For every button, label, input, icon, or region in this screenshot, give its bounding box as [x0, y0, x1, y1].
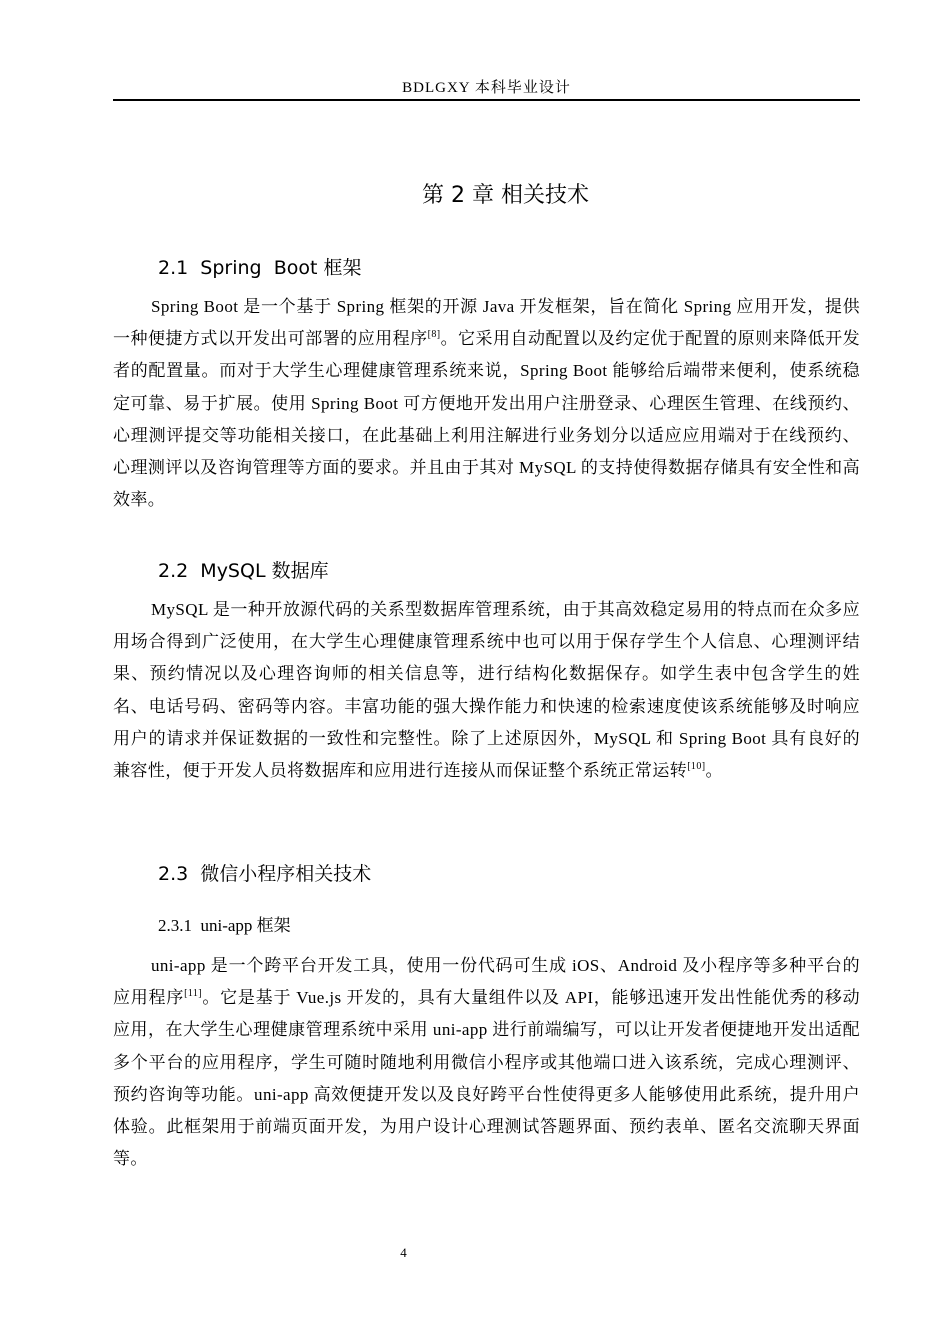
header-rule	[113, 99, 860, 101]
section-paragraph-2-1	[113, 291, 860, 516]
subsection-paragraph-2-3-1	[113, 950, 860, 1175]
paragraph-text: MySQL 是一种开放源代码的关系型数据库管理系统，由于其高效稳定易用的特点而在众多应用场合得到广泛使用，在大学生心理健康管理系统中也可以用于保存学生个人信息、心理测评结果、预约情况以及心理咨询师的相关信息等，进行结构化数据保存。如学生表中包含学生的姓名、电话号码、密码等内容。丰富功能的强大操作能力和快速的检索速度使该系统能够及时响应用户的请求并保证数据的一致性和完整性。除了上述原因外，MySQL 和 Spring Boot 具有良好的兼容性，便于开发人员将数据库和应用进行连接从而保证整个系统正常运转	[113, 600, 860, 781]
paragraph-text: 。它是基于 Vue.js 开发的，具有大量组件以及 API，能够迅速开发出性能优秀的移动应用，在大学生心理健康管理系统中采用 uni-app 进行前端编写，可以让开发者便捷地开发出适配多个平台的应用程序，学生可随时随地利用微信小程序或其他端口进入该系统，完成心理测评、预约咨询等功能。uni-app 高效便捷开发以及良好跨平台性使得更多人能够使用此系统，提升用户体验。此框架用于前端页面开发，为用户设计心理测试答题界面、预约表单、匿名交流聊天界面等。	[113, 988, 860, 1169]
running-header: BDLGXY 本科毕业设计	[402, 80, 571, 96]
section-heading-2-1: 2.1 Spring Boot 框架	[158, 257, 362, 279]
paragraph-text: 。	[705, 761, 723, 781]
section-heading-2-2: 2.2 MySQL 数据库	[158, 560, 329, 582]
citation: [8]	[427, 329, 441, 341]
paragraph-text: 。它采用自动配置以及约定优于配置的原则来降低开发者的配置量。而对于大学生心理健康管理系统来说，Spring Boot 能够给后端带来便利，使系统稳定可靠、易于扩展。使用 Spring Boot 可方便地开发出用户注册登录、心理医生管理、在线预约、心理测评提交等功能相关接口，在此基础上利用注解进行业务划分以适应应用端对于在线预约、心理测评以及咨询管理等方面的要求。并且由于其对 MySQL 的支持使得数据存储具有安全性和高效率。	[113, 329, 860, 510]
chapter-title: 第 2 章 相关技术	[422, 183, 589, 208]
citation: [10]	[687, 761, 706, 773]
paragraph-text: uni-app 是一个跨平台开发工具，使用一份代码可生成 iOS、Android 及小程序等多种平台的应用程序	[113, 956, 860, 1008]
citation: [11]	[184, 988, 202, 1000]
section-heading-2-3: 2.3 微信小程序相关技术	[158, 863, 372, 885]
section-paragraph-2-2	[113, 594, 860, 787]
subsection-heading-2-3-1: 2.3.1 uni-app 框架	[158, 916, 291, 935]
page-number: 4	[400, 1245, 407, 1260]
paragraph-text: Spring Boot 是一个基于 Spring 框架的开源 Java 开发框架，旨在简化 Spring 应用开发，提供一种便捷方式以开发出可部署的应用程序	[113, 297, 860, 349]
